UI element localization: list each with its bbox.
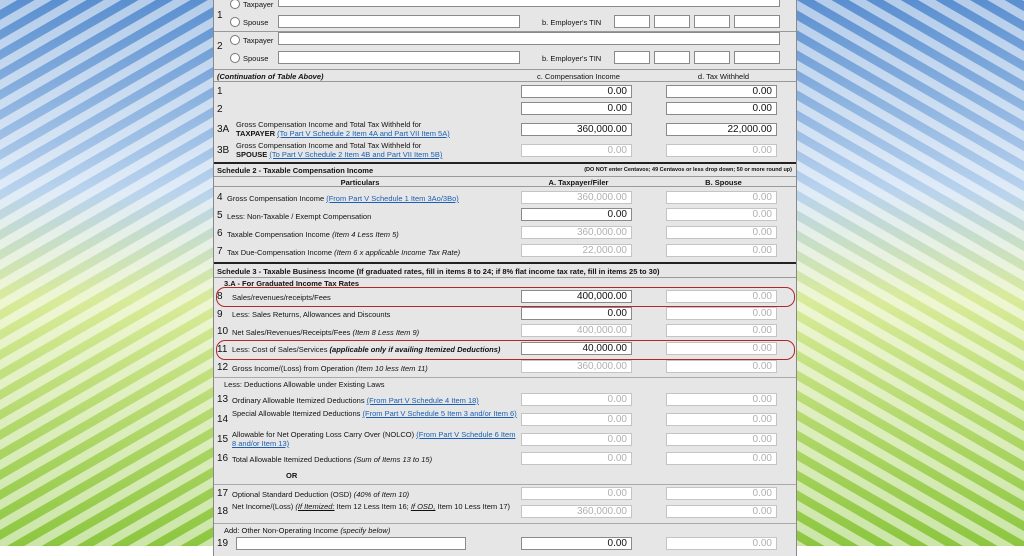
taxpayer-label: Taxpayer xyxy=(243,0,274,9)
item-12-text: Gross Income/(Loss) from Operation xyxy=(232,364,356,373)
sched3-item-18 xyxy=(214,502,796,522)
sched3-item-14 xyxy=(214,410,796,430)
spouse-label: Spouse xyxy=(243,54,269,63)
item-10-label xyxy=(232,328,419,337)
tax-withheld-field[interactable]: 22,000.00 xyxy=(666,123,777,136)
row-3a-link[interactable]: (To Part V Schedule 2 Item 4A and Part VII Item 5A) xyxy=(277,129,450,138)
item-9-label: Less: Sales Returns, Allowances and Discounts xyxy=(232,310,391,319)
taxpayer-radio[interactable] xyxy=(230,35,240,45)
highlight-item-11 xyxy=(216,340,795,360)
taxpayer-amount-field[interactable]: 22,000.00 xyxy=(521,244,632,257)
item-4-link[interactable]: (From Part V Schedule 1 Item 3Ao/3Bo) xyxy=(326,194,459,203)
item-5-label: Less: Non-Taxable / Exempt Compensation xyxy=(227,212,372,221)
spouse-amount-field[interactable]: 0.00 xyxy=(666,505,777,518)
other-income-text: Add: Other Non-Operating Income xyxy=(224,526,341,535)
employer-tin-label: b. Employer's TIN xyxy=(542,18,602,27)
item-13-label xyxy=(232,396,479,405)
taxpayer-amount-field[interactable]: 0.00 xyxy=(521,208,632,221)
item-number: 8 xyxy=(217,291,223,302)
row-number: 1 xyxy=(217,86,223,97)
taxpayer-amount-field[interactable]: 0.00 xyxy=(521,487,632,500)
item-18-osd: If OSD, xyxy=(410,502,436,511)
item-number: 5 xyxy=(217,210,223,221)
tin-part-3[interactable] xyxy=(694,51,730,64)
row-3a-who: TAXPAYER xyxy=(236,129,276,138)
other-income-label xyxy=(224,526,390,535)
row-number: 3B xyxy=(217,145,230,156)
item-14-text: Special Allowable Itemized Deductions xyxy=(232,409,363,418)
taxpayer-amount-field[interactable]: 360,000.00 xyxy=(521,360,632,373)
col-tax-withheld: d. Tax Withheld xyxy=(697,72,750,81)
or-label: OR xyxy=(286,471,298,480)
row-number: 3A xyxy=(217,124,230,135)
item-7-note: (Item 6 x applicable Income Tax Rate) xyxy=(334,248,461,257)
tax-form-panel xyxy=(213,0,797,556)
sched3-item-17 xyxy=(214,484,796,502)
row-3a-label xyxy=(236,120,450,138)
item-12-note: (Item 10 less Item 11) xyxy=(355,364,428,373)
item-18-mid: Item 12 Less Item 16; xyxy=(334,502,411,511)
row-3b-who: SPOUSE xyxy=(236,150,268,159)
taxpayer-label: Taxpayer xyxy=(243,36,274,45)
spouse-amount-field[interactable]: 0.00 xyxy=(666,413,777,426)
table1-row-1 xyxy=(214,0,796,32)
taxpayer-amount-field[interactable]: 0.00 xyxy=(521,537,632,550)
schedule-2-col-headers xyxy=(214,176,796,187)
other-income-row xyxy=(214,523,796,535)
item-11-note: (applicable only if availing Itemized Deductions) xyxy=(329,345,501,354)
compensation-income-field[interactable]: 0.00 xyxy=(521,85,632,98)
col-spouse: B. Spouse xyxy=(705,178,742,187)
tin-part-3[interactable] xyxy=(694,15,730,28)
row-number: 1 xyxy=(217,10,223,21)
spouse-amount-field[interactable]: 0.00 xyxy=(666,537,777,550)
sched3-item-10 xyxy=(214,323,796,341)
item-4-label xyxy=(227,194,459,203)
schedule-2-header xyxy=(214,165,796,175)
row-number: 2 xyxy=(217,41,223,52)
taxpayer-amount-field[interactable]: 360,000.00 xyxy=(521,226,632,239)
item-number: 15 xyxy=(217,434,229,445)
compensation-income-field[interactable]: 0.00 xyxy=(521,102,632,115)
spouse-amount-field[interactable]: 0.00 xyxy=(666,208,777,221)
spouse-amount-field[interactable]: 0.00 xyxy=(666,342,777,355)
sched3-item-13 xyxy=(214,390,796,410)
taxpayer-amount-field[interactable]: 360,000.00 xyxy=(521,191,632,204)
sched2-item-6 xyxy=(214,225,796,243)
sched3-item-9 xyxy=(214,306,796,324)
schedule-3-title: Schedule 3 - Taxable Business Income (If graduated rates, fill in items 8 to 24; if 8% flat income tax rate, fill in items 25 to 30) xyxy=(217,267,660,276)
spouse-amount-field[interactable]: 0.00 xyxy=(666,307,777,320)
spouse-amount-field[interactable]: 0.00 xyxy=(666,191,777,204)
item-10-note: (Item 8 Less Item 9) xyxy=(352,328,420,337)
taxpayer-amount-field[interactable]: 0.00 xyxy=(521,433,632,446)
row-3a-line1: Gross Compensation Income and Total Tax Withheld for xyxy=(236,120,422,129)
item-16-text: Total Allowable Itemized Deductions xyxy=(232,455,354,464)
item-7-text: Tax Due-Compensation Income xyxy=(227,248,335,257)
sched3-item-12 xyxy=(214,359,796,377)
item-number: 12 xyxy=(217,362,229,373)
taxpayer-amount-field[interactable]: 0.00 xyxy=(521,307,632,320)
item-number: 9 xyxy=(217,309,223,320)
row-number: 2 xyxy=(217,104,223,115)
cont-row-1 xyxy=(214,83,796,101)
cont-row-3a xyxy=(214,119,796,140)
item-10-text: Net Sales/Revenues/Receipts/Fees xyxy=(232,328,353,337)
continuation-title: (Continuation of Table Above) xyxy=(217,72,324,81)
item-number: 7 xyxy=(217,246,223,257)
section-divider xyxy=(214,262,796,264)
item-18-label xyxy=(232,502,512,511)
item-15-text: Allowable for Net Operating Loss Carry Over (NOLCO) xyxy=(232,430,417,439)
spouse-amount-field[interactable]: 0.00 xyxy=(666,433,777,446)
taxpayer-name-input[interactable] xyxy=(278,32,780,45)
highlight-item-8 xyxy=(216,287,795,307)
spouse-amount-field[interactable]: 0.00 xyxy=(666,487,777,500)
taxpayer-amount-field[interactable]: 0.00 xyxy=(521,393,632,406)
sched2-item-5 xyxy=(214,207,796,225)
employer-tin-label: b. Employer's TIN xyxy=(542,54,602,63)
tin-part-2[interactable] xyxy=(654,51,690,64)
cont-row-2 xyxy=(214,101,796,119)
spouse-radio[interactable] xyxy=(230,53,240,63)
item-7-label xyxy=(227,248,460,257)
taxpayer-amount-field[interactable]: 400,000.00 xyxy=(521,290,632,303)
item-17-label xyxy=(232,490,409,499)
compensation-income-field[interactable]: 0.00 xyxy=(521,144,632,157)
tin-part-1[interactable] xyxy=(614,51,650,64)
sched2-item-4 xyxy=(214,189,796,207)
other-income-description-input[interactable] xyxy=(236,537,466,550)
schedule-2-title: Schedule 2 - Taxable Compensation Income xyxy=(217,166,374,175)
item-4-text: Gross Compensation Income xyxy=(227,194,327,203)
table1-row-2 xyxy=(214,32,796,70)
item-18-end: Item 10 Less Item 17) xyxy=(435,502,511,511)
item-number: 14 xyxy=(217,414,229,425)
item-8-label: Sales/revenues/receipts/Fees xyxy=(232,293,331,302)
item-17-text: Optional Standard Deduction (OSD) xyxy=(232,490,354,499)
cont-row-3b xyxy=(214,140,796,161)
spouse-amount-field[interactable]: 0.00 xyxy=(666,290,777,303)
item-12-label xyxy=(232,364,428,373)
spouse-label: Spouse xyxy=(243,18,269,27)
item-number: 4 xyxy=(217,192,223,203)
item-17-note: (40% of Item 10) xyxy=(353,490,410,499)
item-number: 16 xyxy=(217,453,229,464)
spouse-name-input[interactable] xyxy=(278,15,520,28)
item-14-link[interactable]: (From Part V Schedule 5 Item 3 and/or Item 6) xyxy=(362,409,517,418)
or-row xyxy=(214,470,796,482)
item-number: 11 xyxy=(217,344,228,355)
item-15-label xyxy=(232,430,517,448)
tin-part-1[interactable] xyxy=(614,15,650,28)
sched3-item-15 xyxy=(214,430,796,450)
tax-withheld-field[interactable]: 0.00 xyxy=(666,102,777,115)
tax-withheld-field[interactable]: 0.00 xyxy=(666,144,777,157)
deductions-label: Less: Deductions Allowable under Existing Laws xyxy=(224,380,385,389)
item-6-note: (Item 4 Less Item 5) xyxy=(332,230,399,239)
spouse-amount-field[interactable]: 0.00 xyxy=(666,226,777,239)
item-16-label xyxy=(232,455,432,464)
item-14-label xyxy=(232,409,517,418)
sched2-item-7 xyxy=(214,243,796,261)
taxpayer-name-input[interactable] xyxy=(278,0,780,7)
item-13-text: Ordinary Allowable Itemized Deductions xyxy=(232,396,367,405)
col-particulars: Particulars xyxy=(340,178,380,187)
taxpayer-radio[interactable] xyxy=(230,0,240,9)
tin-part-2[interactable] xyxy=(654,15,690,28)
section-divider xyxy=(214,162,796,164)
taxpayer-amount-field[interactable]: 400,000.00 xyxy=(521,324,632,337)
schedule-3-header xyxy=(214,266,796,276)
item-18-itemized: (If Itemized: xyxy=(295,502,335,511)
item-11-text: Less: Cost of Sales/Services xyxy=(232,345,330,354)
spouse-amount-field[interactable]: 0.00 xyxy=(666,360,777,373)
item-number: 17 xyxy=(217,488,229,499)
continuation-header xyxy=(214,71,796,82)
other-income-note: (specify below) xyxy=(340,526,391,535)
spouse-radio[interactable] xyxy=(230,17,240,27)
spouse-amount-field[interactable]: 0.00 xyxy=(666,244,777,257)
item-13-link[interactable]: (From Part V Schedule 4 Item 18) xyxy=(366,396,479,405)
row-3b-line1: Gross Compensation Income and Total Tax Withheld for xyxy=(236,141,422,150)
tin-part-4[interactable] xyxy=(734,51,780,64)
item-number: 19 xyxy=(217,538,229,549)
taxpayer-amount-field[interactable]: 0.00 xyxy=(521,413,632,426)
item-18-text: Net Income/(Loss) xyxy=(232,502,296,511)
col-compensation-income: c. Compensation Income xyxy=(537,72,620,81)
item-6-text: Taxable Compensation Income xyxy=(227,230,333,239)
item-number: 6 xyxy=(217,228,223,239)
sched3-item-19 xyxy=(214,536,796,554)
item-16-note: (Sum of Items 13 to 15) xyxy=(353,455,433,464)
spouse-amount-field[interactable]: 0.00 xyxy=(666,452,777,465)
item-number: 10 xyxy=(217,326,229,337)
item-6-label xyxy=(227,230,399,239)
row-3b-link[interactable]: (To Part V Schedule 2 Item 4B and Part VII Item 5B) xyxy=(269,150,443,159)
row-3b-label xyxy=(236,141,442,159)
spouse-amount-field[interactable]: 0.00 xyxy=(666,393,777,406)
item-number: 13 xyxy=(217,394,229,405)
item-15-link[interactable]: (From Part V Schedule 6 Item 8 and/or Item 13) xyxy=(232,430,516,448)
tax-withheld-field[interactable]: 0.00 xyxy=(666,85,777,98)
taxpayer-amount-field[interactable]: 40,000.00 xyxy=(521,342,632,355)
centavos-note: (DO NOT enter Centavos; 49 Centavos or less drop down; 50 or more round up) xyxy=(584,167,792,173)
deductions-label-row xyxy=(214,377,796,389)
taxpayer-amount-field[interactable]: 0.00 xyxy=(521,452,632,465)
graduated-rates-title: 3.A - For Graduated Income Tax Rates xyxy=(224,279,360,288)
tin-part-4[interactable] xyxy=(734,15,780,28)
col-taxpayer-filer: A. Taxpayer/Filer xyxy=(548,178,609,187)
sched3-item-16 xyxy=(214,450,796,468)
spouse-name-input[interactable] xyxy=(278,51,520,64)
spouse-amount-field[interactable]: 0.00 xyxy=(666,324,777,337)
taxpayer-amount-field[interactable]: 360,000.00 xyxy=(521,505,632,518)
item-number: 18 xyxy=(217,506,229,517)
compensation-income-field[interactable]: 360,000.00 xyxy=(521,123,632,136)
